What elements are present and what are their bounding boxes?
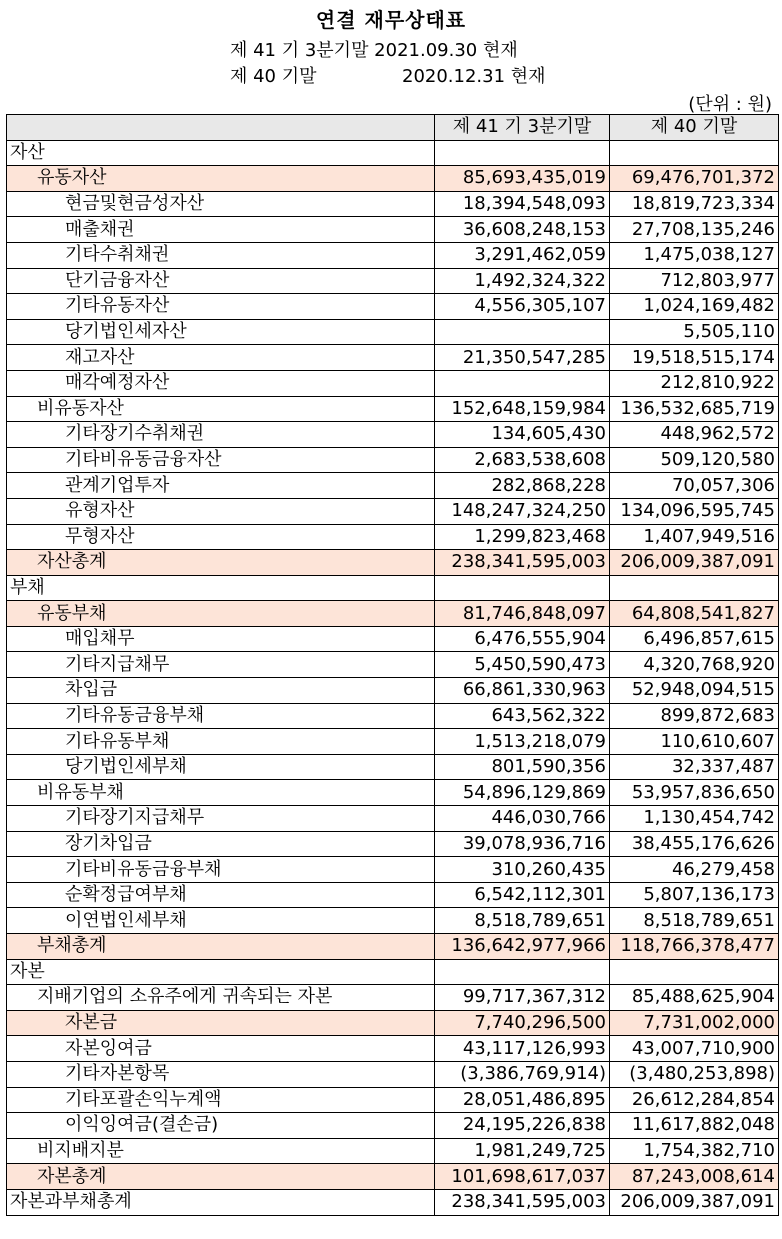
previous-period-value: 5,807,136,173 — [610, 882, 779, 908]
previous-period-value: 7,731,002,000 — [610, 1010, 779, 1036]
previous-period-date: 2020.12.31 현재 — [402, 66, 546, 87]
current-period-value: 7,740,296,500 — [435, 1010, 610, 1036]
current-period-value: 43,117,126,993 — [435, 1036, 610, 1062]
current-period-value — [435, 959, 610, 985]
previous-period-value: 32,337,487 — [610, 754, 779, 780]
balance-sheet-table — [6, 114, 779, 1216]
previous-period-value: 110,610,607 — [610, 729, 779, 755]
current-period-value: 54,896,129,869 — [435, 780, 610, 806]
previous-period-value: 38,455,176,626 — [610, 831, 779, 857]
current-period-value: 4,556,305,107 — [435, 294, 610, 320]
table-row — [7, 678, 779, 704]
previous-period-value: 19,518,515,174 — [610, 345, 779, 371]
table-row — [7, 1164, 779, 1190]
table-row — [7, 217, 779, 243]
table-row — [7, 1087, 779, 1113]
account-label: 자본 — [7, 959, 435, 985]
previous-period-value: 18,819,723,334 — [610, 191, 779, 217]
current-period-value: 1,492,324,322 — [435, 268, 610, 294]
previous-period-value: 11,617,882,048 — [610, 1113, 779, 1139]
account-label: 기타유동금융부채 — [7, 703, 435, 729]
table-row — [7, 831, 779, 857]
table-row — [7, 601, 779, 627]
table-row — [7, 626, 779, 652]
previous-period-value: 46,279,458 — [610, 857, 779, 883]
table-row — [7, 191, 779, 217]
account-label: 유동부채 — [7, 601, 435, 627]
account-label: 기타자본항목 — [7, 1061, 435, 1087]
current-period-value: 238,341,595,003 — [435, 1189, 610, 1215]
previous-period-value: 4,320,768,920 — [610, 652, 779, 678]
account-label: 관계기업투자 — [7, 473, 435, 499]
table-row — [7, 1113, 779, 1139]
previous-period-value: 5,505,110 — [610, 319, 779, 345]
previous-period-value: 52,948,094,515 — [610, 678, 779, 704]
previous-period-value: 212,810,922 — [610, 370, 779, 396]
table-row — [7, 780, 779, 806]
account-label: 이연법인세부채 — [7, 908, 435, 934]
account-label: 무형자산 — [7, 524, 435, 550]
current-period-value: 1,513,218,079 — [435, 729, 610, 755]
current-period-label: 제 41 기 3분기말 2021.09.30 현재 — [230, 40, 518, 61]
current-period-value: 1,299,823,468 — [435, 524, 610, 550]
previous-period-value: 899,872,683 — [610, 703, 779, 729]
current-period-value: 39,078,936,716 — [435, 831, 610, 857]
current-period-value: 1,981,249,725 — [435, 1138, 610, 1164]
account-label: 당기법인세부채 — [7, 754, 435, 780]
account-label: 자산 — [7, 140, 435, 166]
statement-title: 연결 재무상태표 — [315, 8, 467, 32]
table-row — [7, 882, 779, 908]
account-label: 재고자산 — [7, 345, 435, 371]
table-row — [7, 934, 779, 960]
previous-period-value: 118,766,378,477 — [610, 934, 779, 960]
current-period-value: 310,260,435 — [435, 857, 610, 883]
account-label: 부채 — [7, 575, 435, 601]
previous-period-value — [610, 959, 779, 985]
current-period-value: 6,476,555,904 — [435, 626, 610, 652]
previous-period-value: 1,407,949,516 — [610, 524, 779, 550]
current-period-value: 152,648,159,984 — [435, 396, 610, 422]
current-period-value: 81,746,848,097 — [435, 601, 610, 627]
table-row — [7, 1010, 779, 1036]
table-header-row — [7, 115, 779, 141]
table-row — [7, 396, 779, 422]
account-label: 자본잉여금 — [7, 1036, 435, 1062]
current-period-value: 36,608,248,153 — [435, 217, 610, 243]
account-label: 당기법인세자산 — [7, 319, 435, 345]
account-label: 기타비유동금융부채 — [7, 857, 435, 883]
account-label: 단기금융자산 — [7, 268, 435, 294]
current-period-value: 238,341,595,003 — [435, 550, 610, 576]
account-label: 기타장기지급채무 — [7, 806, 435, 832]
previous-period-value: 206,009,387,091 — [610, 1189, 779, 1215]
current-period-value: 21,350,547,285 — [435, 345, 610, 371]
previous-period-value: 70,057,306 — [610, 473, 779, 499]
account-label: 기타유동자산 — [7, 294, 435, 320]
previous-period-value — [610, 575, 779, 601]
account-label: 장기차입금 — [7, 831, 435, 857]
account-label: 유형자산 — [7, 498, 435, 524]
account-label: 매입채무 — [7, 626, 435, 652]
current-period-value: 99,717,367,312 — [435, 985, 610, 1011]
table-row — [7, 959, 779, 985]
table-row — [7, 1189, 779, 1215]
current-period-value: 136,642,977,966 — [435, 934, 610, 960]
table-row — [7, 1138, 779, 1164]
account-label: 차입금 — [7, 678, 435, 704]
current-period-value: 282,868,228 — [435, 473, 610, 499]
previous-period-value — [610, 140, 779, 166]
previous-period-value: (3,480,253,898) — [610, 1061, 779, 1087]
previous-period-value: 134,096,595,745 — [610, 498, 779, 524]
table-row — [7, 242, 779, 268]
table-row — [7, 294, 779, 320]
account-label: 유동자산 — [7, 166, 435, 192]
current-period-value: 3,291,462,059 — [435, 242, 610, 268]
account-label: 기타장기수취채권 — [7, 422, 435, 448]
previous-period-value: 1,130,454,742 — [610, 806, 779, 832]
table-row — [7, 166, 779, 192]
previous-period-value: 6,496,857,615 — [610, 626, 779, 652]
account-label: 순확정급여부채 — [7, 882, 435, 908]
unit-label: (단위 : 원) — [688, 94, 772, 115]
current-period-value: 643,562,322 — [435, 703, 610, 729]
table-row — [7, 857, 779, 883]
current-period-value — [435, 140, 610, 166]
previous-period-value: 27,708,135,246 — [610, 217, 779, 243]
account-label: 자산총계 — [7, 550, 435, 576]
current-period-value: (3,386,769,914) — [435, 1061, 610, 1087]
previous-period-value: 712,803,977 — [610, 268, 779, 294]
header-current-period: 제 41 기 3분기말 — [435, 115, 610, 141]
current-period-value: 6,542,112,301 — [435, 882, 610, 908]
current-period-value: 18,394,548,093 — [435, 191, 610, 217]
previous-period-value: 136,532,685,719 — [610, 396, 779, 422]
account-label: 기타비유동금융자산 — [7, 447, 435, 473]
account-label: 매출채권 — [7, 217, 435, 243]
previous-period-value: 87,243,008,614 — [610, 1164, 779, 1190]
previous-period-value: 206,009,387,091 — [610, 550, 779, 576]
table-row — [7, 524, 779, 550]
current-period-value — [435, 319, 610, 345]
table-row — [7, 498, 779, 524]
account-label: 기타포괄손익누계액 — [7, 1087, 435, 1113]
table-row — [7, 703, 779, 729]
account-label: 자본금 — [7, 1010, 435, 1036]
table-row — [7, 140, 779, 166]
account-label: 이익잉여금(결손금) — [7, 1113, 435, 1139]
table-row — [7, 550, 779, 576]
table-row — [7, 319, 779, 345]
current-period-value: 28,051,486,895 — [435, 1087, 610, 1113]
account-label: 자본과부채총계 — [7, 1189, 435, 1215]
table-row — [7, 754, 779, 780]
current-period-value: 134,605,430 — [435, 422, 610, 448]
previous-period-value: 1,754,382,710 — [610, 1138, 779, 1164]
current-period-value: 24,195,226,838 — [435, 1113, 610, 1139]
table-row — [7, 370, 779, 396]
current-period-value — [435, 370, 610, 396]
current-period-value: 446,030,766 — [435, 806, 610, 832]
table-row — [7, 652, 779, 678]
account-label: 자본총계 — [7, 1164, 435, 1190]
table-row — [7, 985, 779, 1011]
account-label: 부채총계 — [7, 934, 435, 960]
account-label: 지배기업의 소유주에게 귀속되는 자본 — [7, 985, 435, 1011]
previous-period-value: 64,808,541,827 — [610, 601, 779, 627]
account-label: 기타수취채권 — [7, 242, 435, 268]
current-period-value: 5,450,590,473 — [435, 652, 610, 678]
table-row — [7, 908, 779, 934]
previous-period-value: 1,475,038,127 — [610, 242, 779, 268]
current-period-value: 2,683,538,608 — [435, 447, 610, 473]
current-period-value: 66,861,330,963 — [435, 678, 610, 704]
account-label: 매각예정자산 — [7, 370, 435, 396]
account-label: 현금및현금성자산 — [7, 191, 435, 217]
account-label: 기타유동부채 — [7, 729, 435, 755]
previous-period-value: 8,518,789,651 — [610, 908, 779, 934]
table-row — [7, 268, 779, 294]
table-row — [7, 447, 779, 473]
previous-period-value: 1,024,169,482 — [610, 294, 779, 320]
table-row — [7, 729, 779, 755]
account-label: 비지배지분 — [7, 1138, 435, 1164]
current-period-value: 801,590,356 — [435, 754, 610, 780]
current-period-value — [435, 575, 610, 601]
previous-period-value: 69,476,701,372 — [610, 166, 779, 192]
header-account — [7, 115, 435, 141]
current-period-value: 8,518,789,651 — [435, 908, 610, 934]
current-period-value: 148,247,324,250 — [435, 498, 610, 524]
account-label: 비유동부채 — [7, 780, 435, 806]
header-previous-period: 제 40 기말 — [610, 115, 779, 141]
previous-period-value: 43,007,710,900 — [610, 1036, 779, 1062]
account-label: 기타지급채무 — [7, 652, 435, 678]
table-row — [7, 1061, 779, 1087]
account-label: 비유동자산 — [7, 396, 435, 422]
table-row — [7, 575, 779, 601]
table-row — [7, 806, 779, 832]
previous-period-value: 53,957,836,650 — [610, 780, 779, 806]
current-period-value: 85,693,435,019 — [435, 166, 610, 192]
current-period-value: 101,698,617,037 — [435, 1164, 610, 1190]
previous-period-value: 509,120,580 — [610, 447, 779, 473]
table-body — [7, 140, 779, 1215]
table-row — [7, 473, 779, 499]
table-row — [7, 422, 779, 448]
table-row — [7, 345, 779, 371]
previous-period-value: 85,488,625,904 — [610, 985, 779, 1011]
table-row — [7, 1036, 779, 1062]
previous-period-value: 26,612,284,854 — [610, 1087, 779, 1113]
previous-period-value: 448,962,572 — [610, 422, 779, 448]
previous-period-label: 제 40 기말 — [230, 66, 317, 87]
